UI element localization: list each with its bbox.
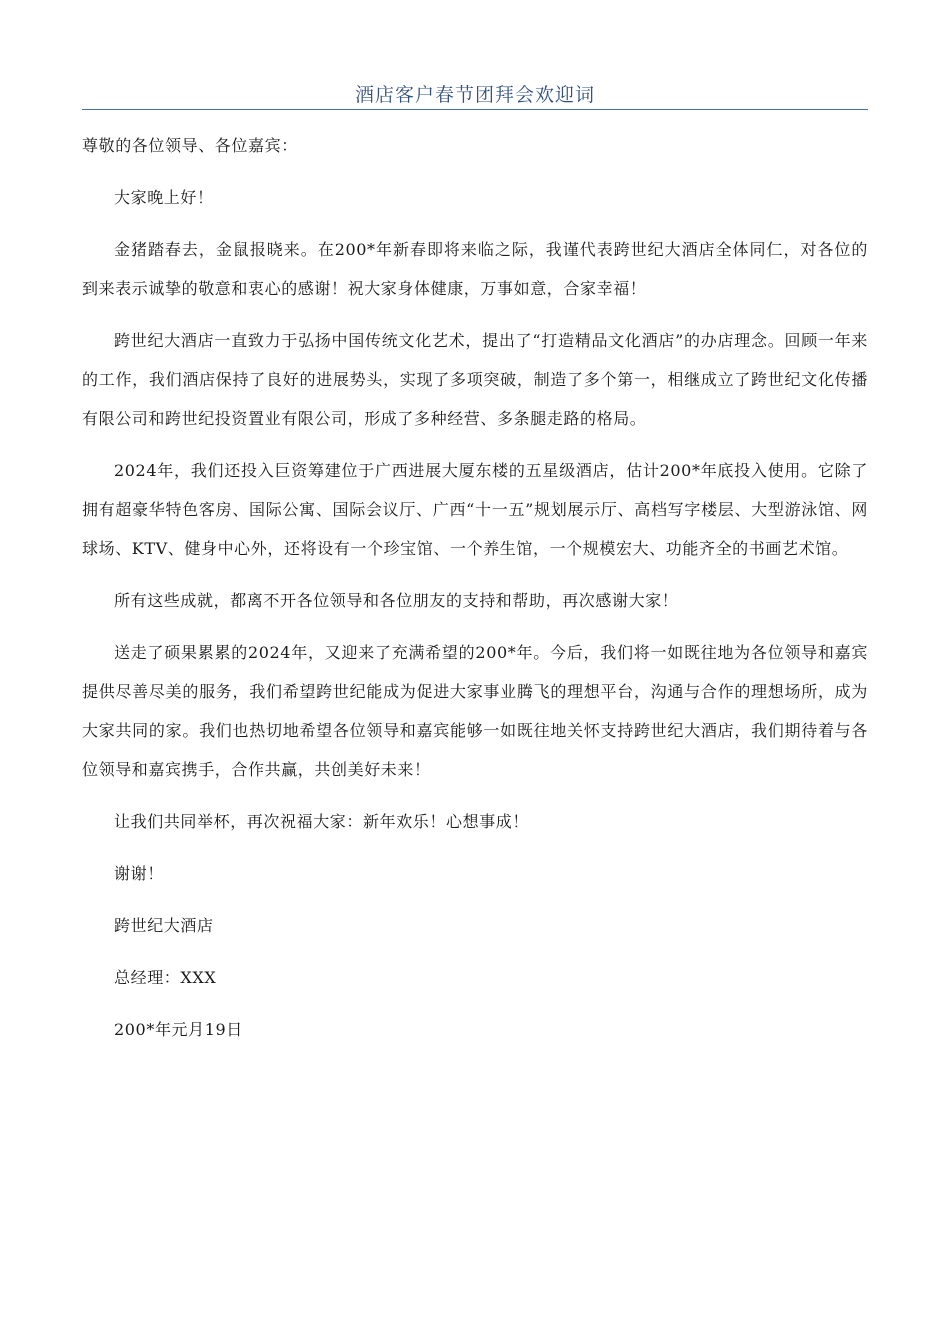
paragraph-5: 送走了硕果累累的2024年，又迎来了充满希望的200*年。今后，我们将一如既往地为各位领导和嘉宾提供尽善尽美的服务，我们希望跨世纪能成为促进大家事业腾飞的理想平台，沟通与合作的理想场所，成为大家共同的家。我们也热切地希望各位领导和嘉宾能够一如既往地关怀支持跨世纪大酒店，我们期待着与各位领导和嘉宾携手，合作共赢，共创美好未来！ (82, 643, 868, 779)
closing: 谢谢！ (114, 864, 164, 883)
paragraph-3: 2024年，我们还投入巨资筹建位于广西进展大厦东楼的五星级酒店，估计200*年底投入使用。它除了拥有超豪华特色客房、国际公寓、国际会议厅、广西“十一五”规划展示厅、高档写字楼层、大型游泳馆、网球场、KTV、健身中心外，还将设有一个珍宝馆、一个养生馆，一个规模宏大、功能齐全的书画艺术馆。 (82, 461, 868, 558)
paragraph-2: 跨世纪大酒店一直致力于弘扬中国传统文化艺术，提出了“打造精品文化酒店”的办店理念。回顾一年来的工作，我们酒店保持了良好的进展势头，实现了多项突破，制造了多个第一，相继成立了跨世纪文化传播有限公司和跨世纪投资置业有限公司，形成了多种经营、多条腿走路的格局。 (82, 331, 868, 428)
signature-org: 跨世纪大酒店 (114, 916, 214, 935)
salutation: 尊敬的各位领导、各位嘉宾： (82, 136, 298, 155)
greeting: 大家晚上好！ (114, 188, 214, 207)
paragraph-4: 所有这些成就，都离不开各位领导和各位朋友的支持和帮助，再次感谢大家！ (114, 591, 679, 610)
document-body (82, 126, 868, 1062)
document-date: 200*年元月19日 (114, 1020, 243, 1039)
signature-title: 总经理：XXX (114, 968, 217, 987)
document-title: 酒店客户春节团拜会欢迎词 (354, 84, 595, 106)
paragraph-1: 金猪踏春去，金鼠报晓来。在200*年新春即将来临之际，我谨代表跨世纪大酒店全体同仁，对各位的到来表示诚挚的敬意和衷心的感谢！祝大家身体健康，万事如意，合家幸福！ (82, 240, 868, 298)
title-underline (82, 109, 868, 110)
paragraph-6: 让我们共同举杯，再次祝福大家：新年欢乐！心想事成！ (114, 812, 530, 831)
